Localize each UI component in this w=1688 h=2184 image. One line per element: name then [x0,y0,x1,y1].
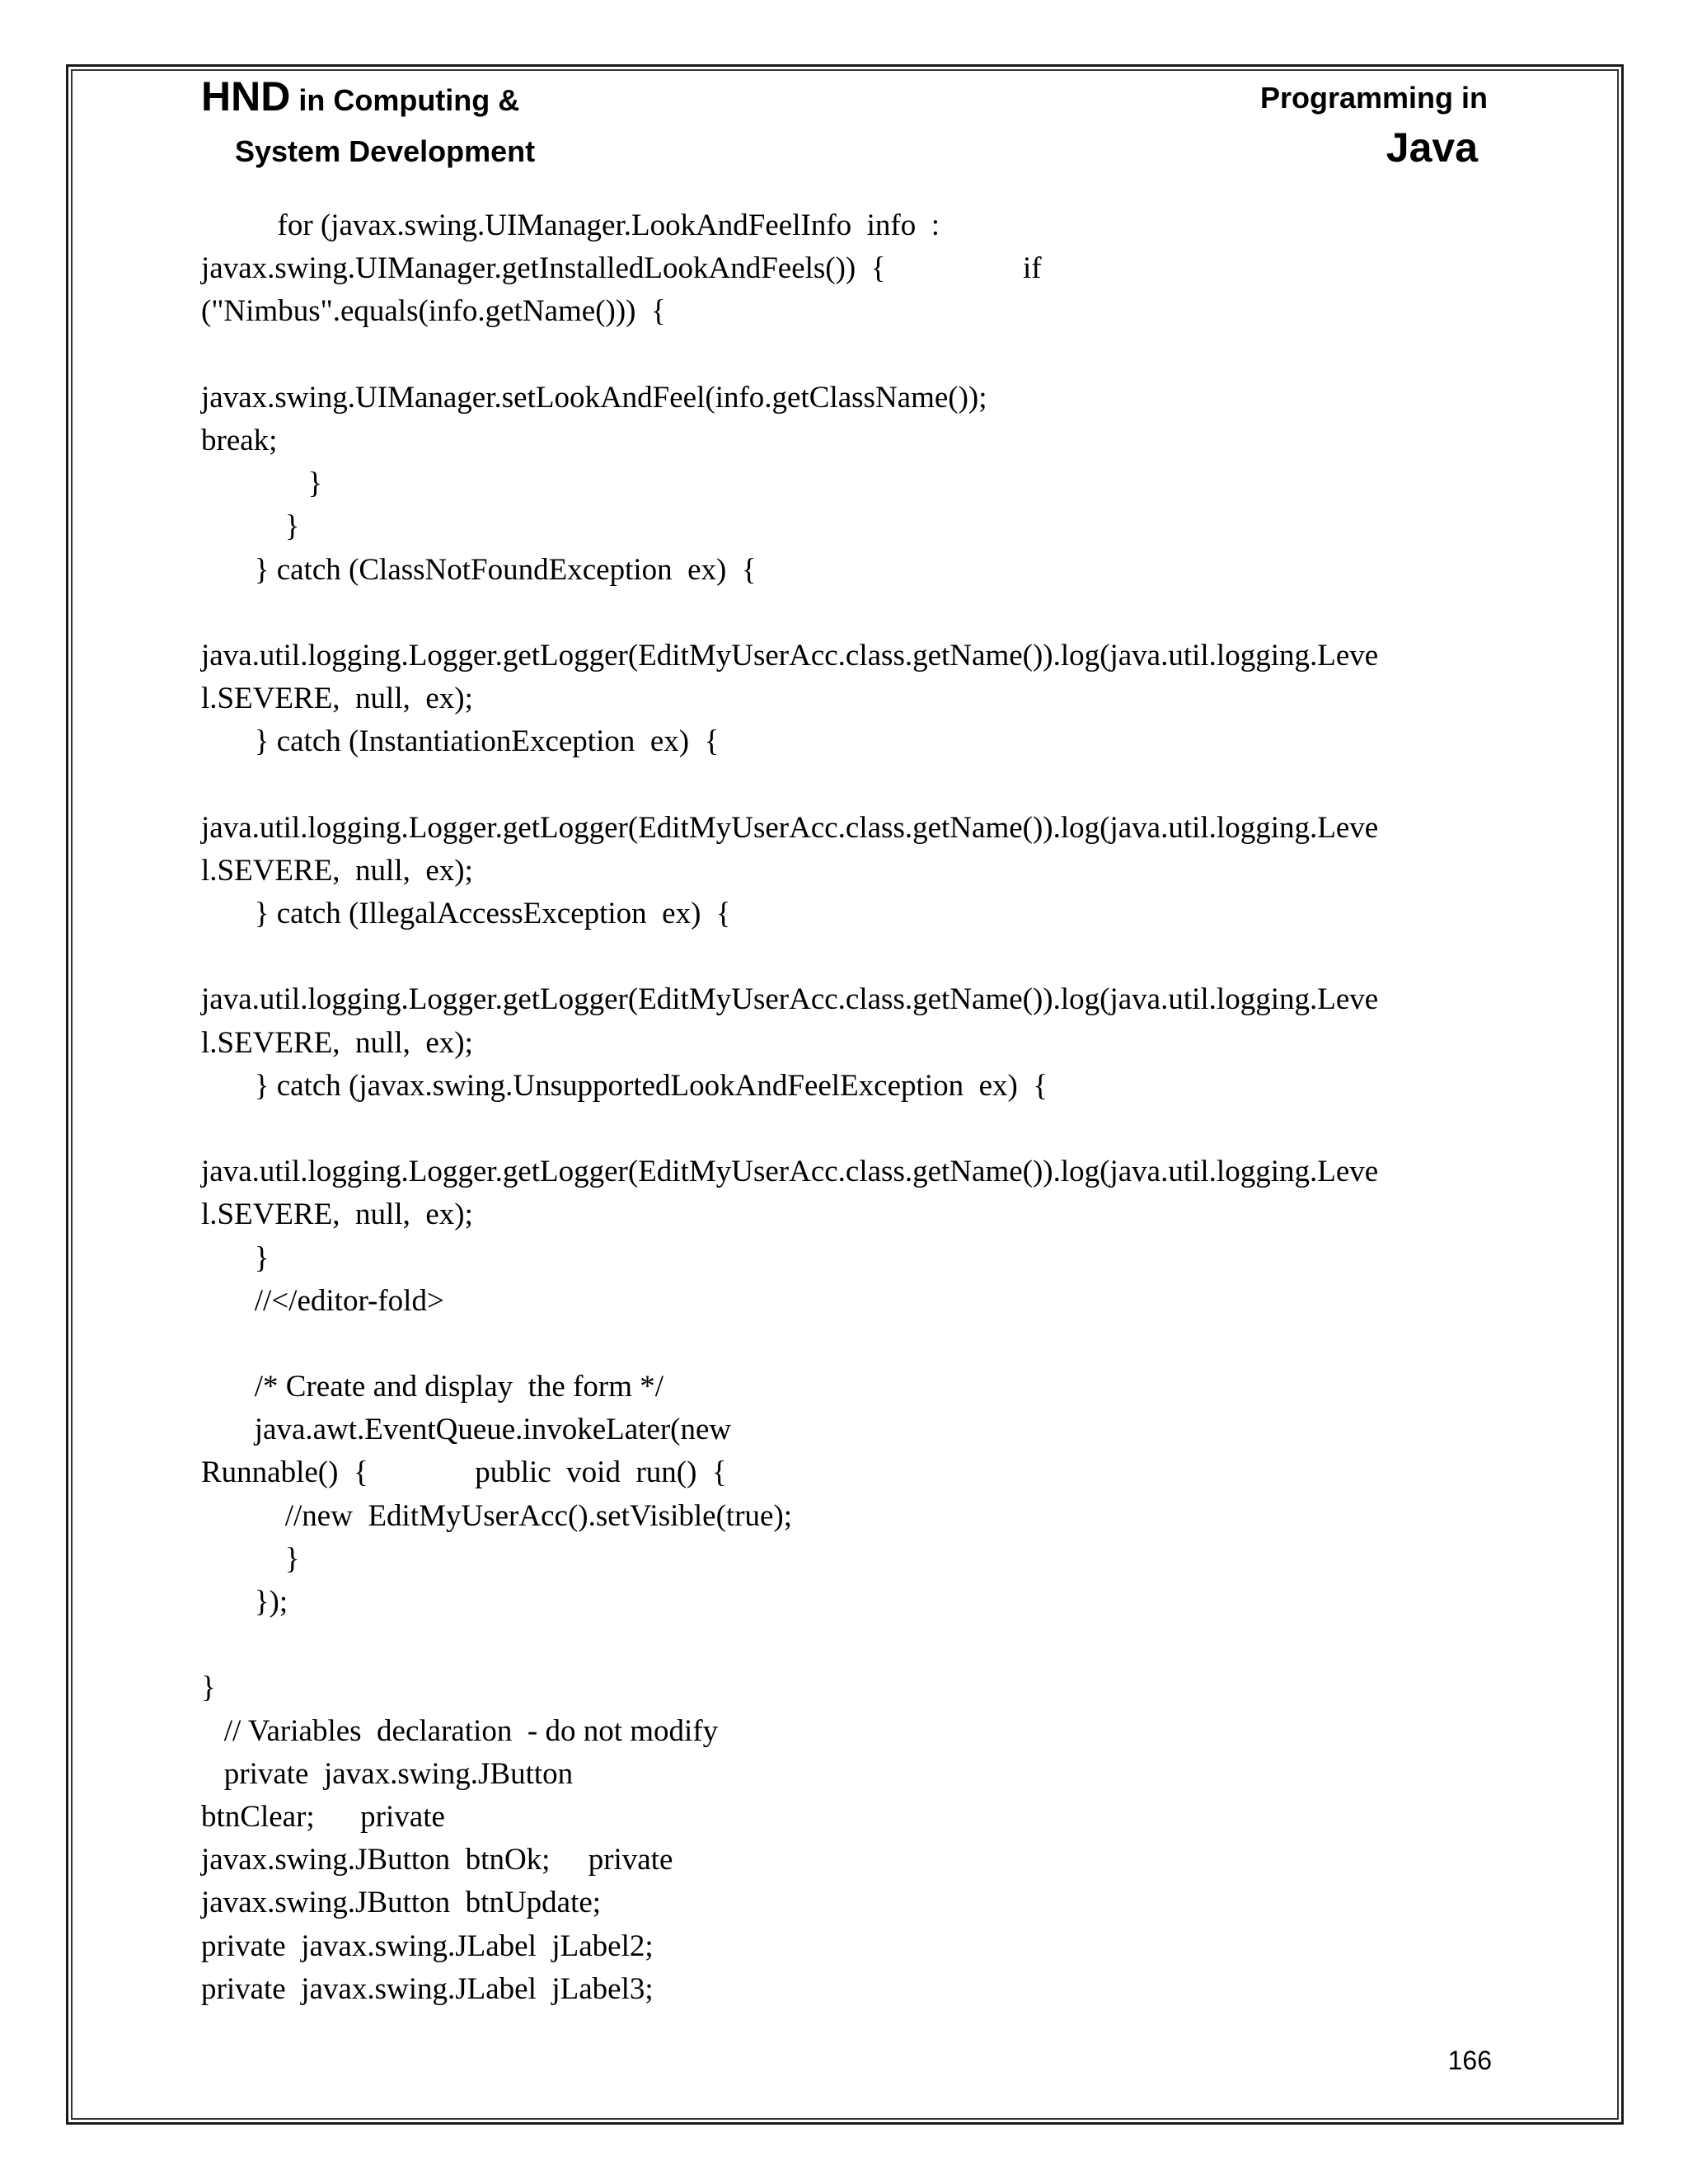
header-system-development: System Development [235,134,536,168]
code-line: break; [201,423,278,457]
code-line [201,1624,1487,1666]
code-line: Runnable() { public void run() { [201,1455,727,1490]
code-line [201,935,1487,978]
code-line: btnClear; private [201,1799,445,1834]
code-line: } [201,1541,300,1576]
code-line: }); [201,1585,288,1619]
code-line: javax.swing.UIManager.setLookAndFeel(info.getClassName()); [201,380,987,415]
page-number: 166 [1447,2046,1492,2075]
code-line: // Variables declaration - do not modify [201,1713,719,1748]
code-line: private javax.swing.JLabel jLabel3; [201,1971,654,2006]
header-java: Java [1386,124,1478,171]
code-line: /* Create and display the form */ [201,1370,664,1404]
header-left-line1 [201,73,519,120]
code-line: } catch (IllegalAccessException ex) { [201,897,731,930]
code-line: } [201,1671,216,1705]
code-line [201,1108,1487,1151]
code-line: l.SEVERE, null, ex); [201,1197,473,1232]
code-line: } catch (InstantiationException ex) { [201,724,720,759]
code-line: } [201,1240,270,1275]
header-in-computing: in Computing & [290,83,520,117]
code-line: l.SEVERE, null, ex); [201,853,473,888]
code-line: } [201,466,323,501]
code-line: javax.swing.JButton btnUpdate; [201,1886,602,1920]
code-line: for (javax.swing.UIManager.LookAndFeelInfo info : [201,209,940,242]
code-line: //</editor-fold> [201,1283,444,1318]
code-line: ("Nimbus".equals(info.getName())) { [201,294,666,329]
header-programming-in: Programming in [1259,81,1488,115]
code-line: } [201,509,300,544]
code-line [201,334,1487,377]
code-line: l.SEVERE, null, ex); [201,682,473,716]
code-line [201,1323,1487,1366]
code-line: java.util.logging.Logger.getLogger(EditMyUserAcc.class.getName()).log(java.util.logging.Leve [201,1155,1379,1189]
code-line: private javax.swing.JButton [201,1756,574,1791]
code-line: java.util.logging.Logger.getLogger(EditMyUserAcc.class.getName()).log(java.util.logging.Leve [201,982,1379,1017]
code-line: java.util.logging.Logger.getLogger(EditMyUserAcc.class.getName()).log(java.util.logging.Leve [201,810,1379,845]
code-line [201,592,1487,635]
code-line: l.SEVERE, null, ex); [201,1025,473,1060]
code-line: private javax.swing.JLabel jLabel2; [201,1929,654,1963]
code-listing [201,204,1487,2011]
code-line: javax.swing.JButton btnOk; private [201,1843,673,1877]
code-line: javax.swing.UIManager.getInstalledLookAndFeels()) { if [201,251,1042,286]
code-line: //new EditMyUserAcc().setVisible(true); [201,1498,793,1533]
code-line: java.util.logging.Logger.getLogger(EditMyUserAcc.class.getName()).log(java.util.logging.Leve [201,638,1379,673]
header-hnd: HND [201,73,291,120]
code-line: java.awt.EventQueue.invokeLater(new [201,1413,732,1447]
code-line: } catch (javax.swing.UnsupportedLookAndFeelException ex) { [201,1068,1048,1103]
code-line [201,763,1487,806]
code-line: } catch (ClassNotFoundException ex) { [201,552,757,587]
